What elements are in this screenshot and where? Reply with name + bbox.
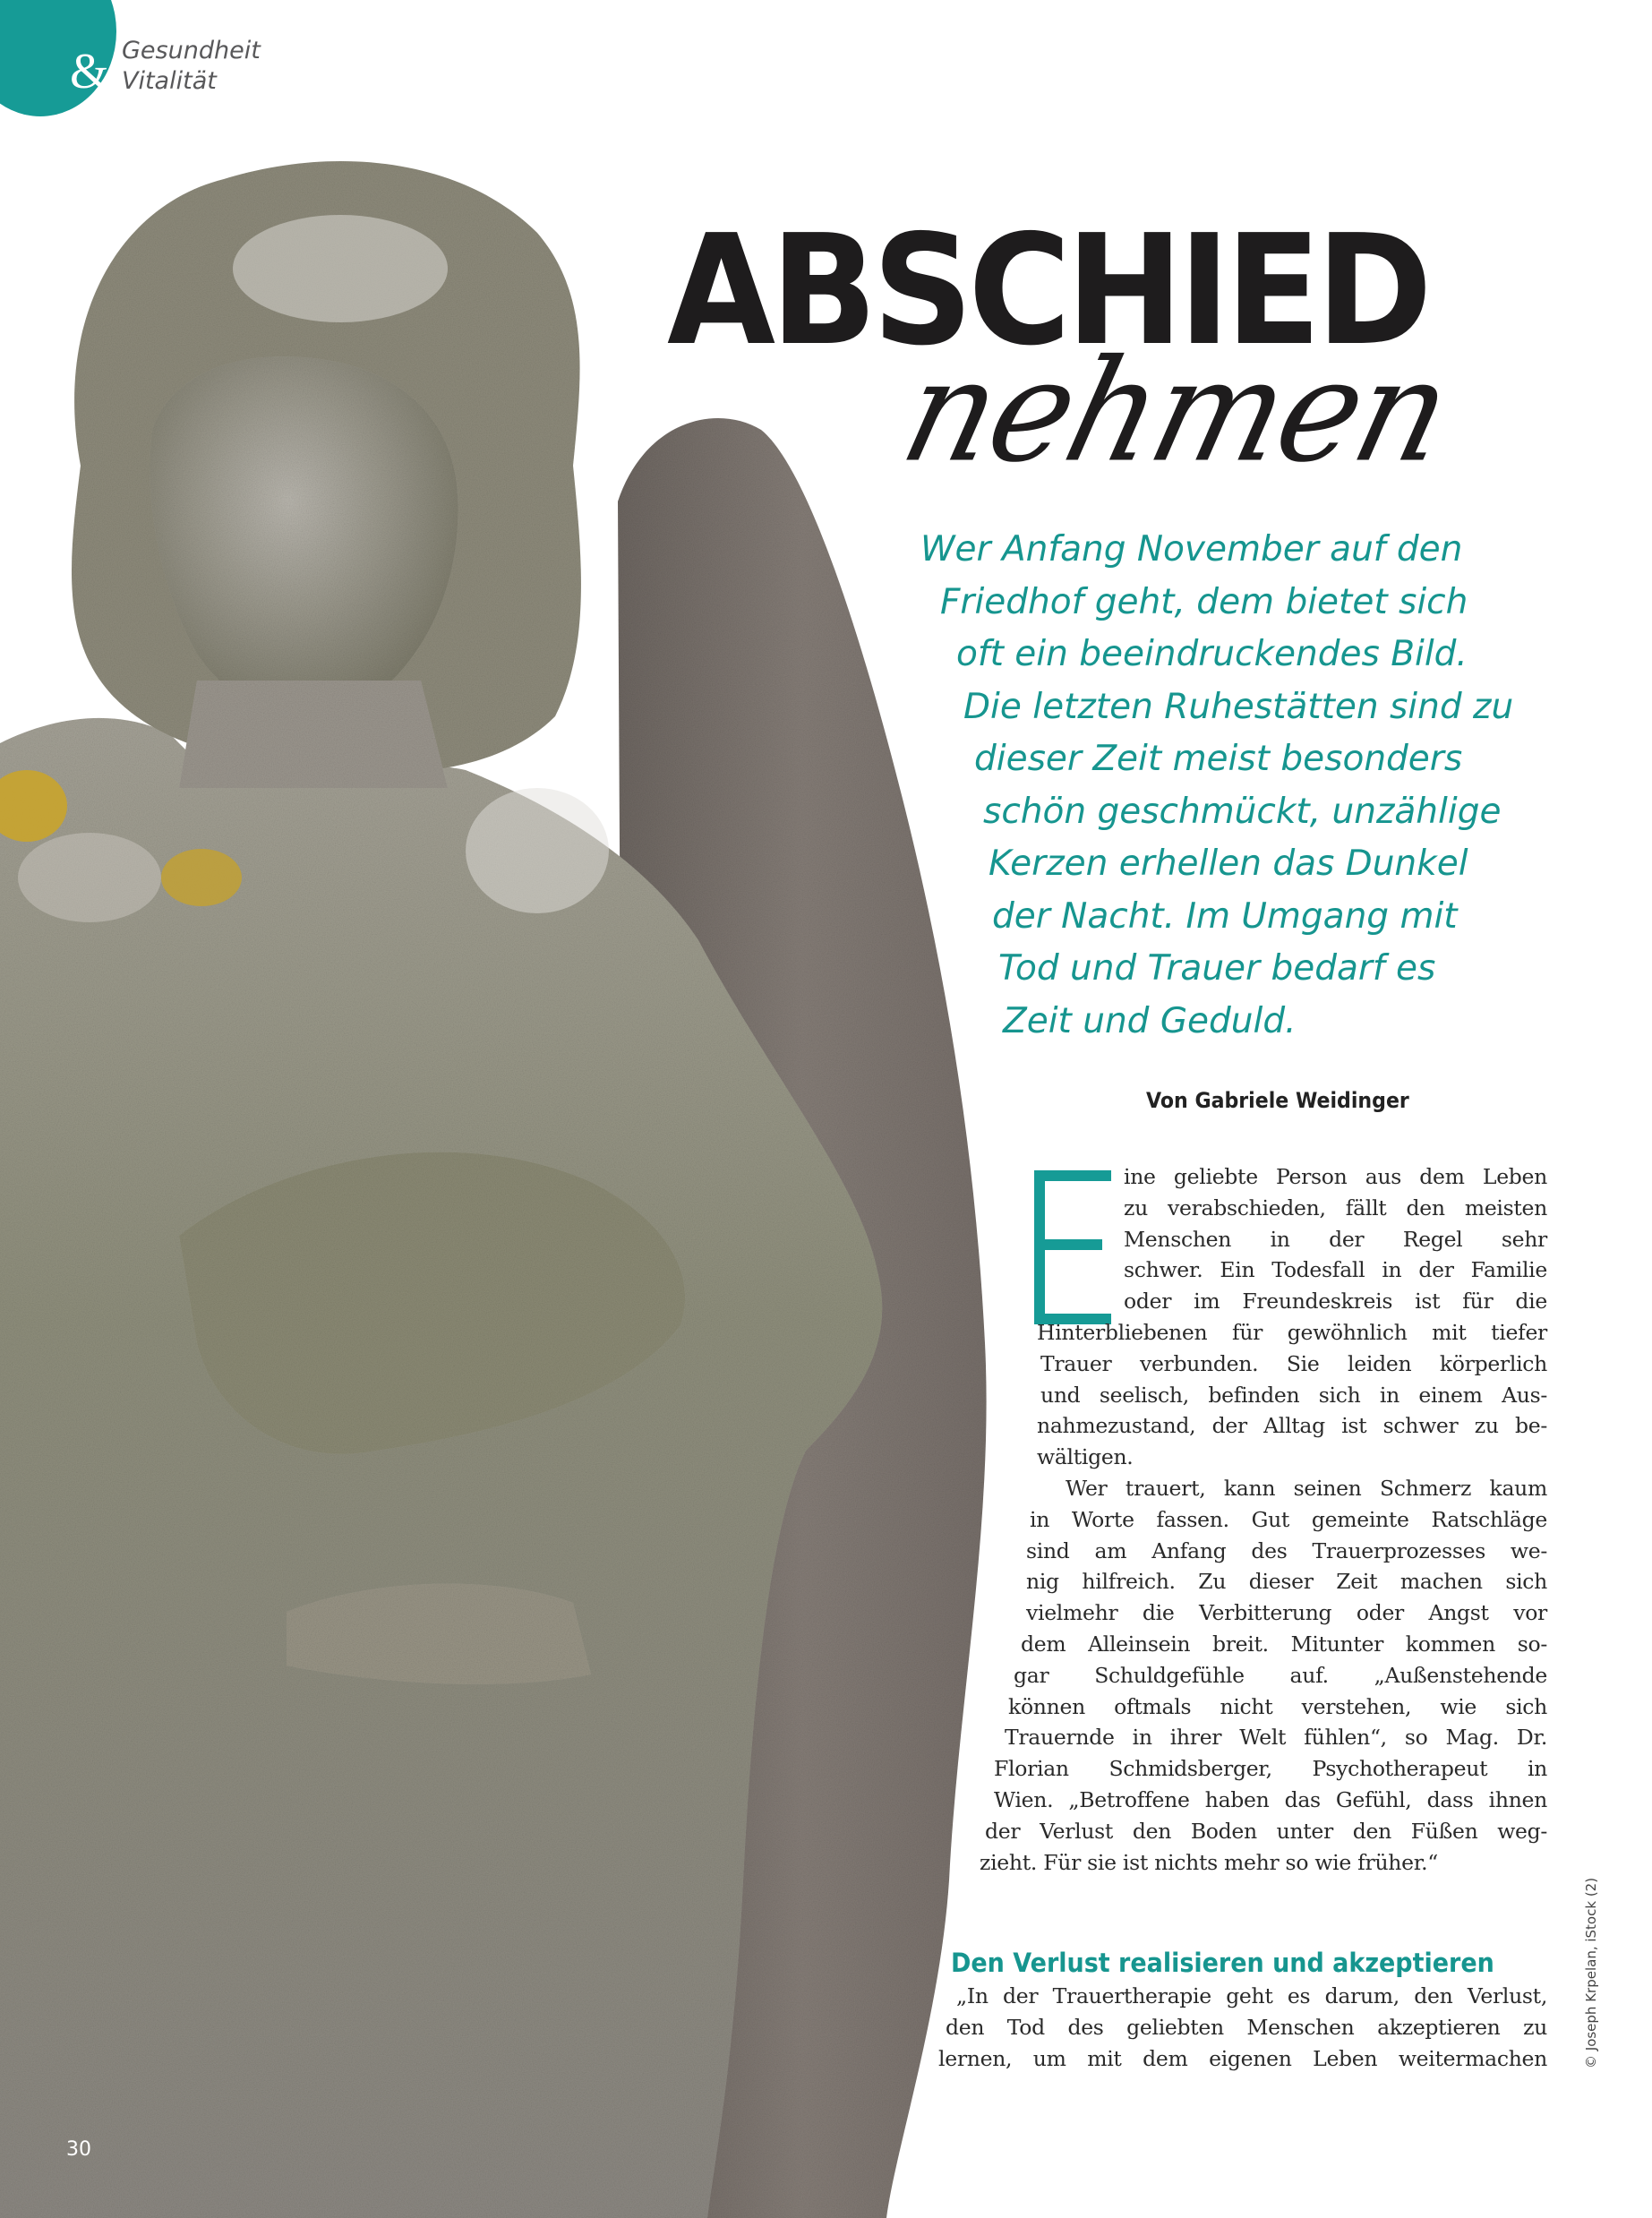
body-paragraph-3 <box>938 1981 1547 2074</box>
body-line: Trauer verbunden. Sie leiden körperlich <box>1040 1350 1547 1376</box>
lead-line: Zeit und Geduld. <box>1003 1000 1297 1041</box>
body-line: gar Schuldgefühle auf. „Außenstehende <box>1014 1662 1547 1688</box>
body-paragraph-2 <box>980 1473 1547 1878</box>
section-label <box>122 36 261 97</box>
subheading: Den Verlust realisieren und akzeptieren <box>951 1948 1494 1978</box>
body-line: nig hilfreich. Zu dieser Zeit machen sich <box>1026 1569 1547 1595</box>
body-line: sind am Anfang des Trauerprozesses we- <box>1026 1537 1547 1563</box>
dropcap-letter-e <box>1034 1170 1111 1324</box>
page-number: 30 <box>66 2138 91 2161</box>
lead-line: Tod und Trauer bedarf es <box>998 948 1436 989</box>
photo-credit: © Joseph Krpelan, iStock (2) <box>1583 1877 1599 2068</box>
body-line: dem Alleinsein breit. Mitunter kommen so- <box>1021 1631 1547 1657</box>
lead-line: Friedhof geht, dem bietet sich <box>940 581 1468 622</box>
lead-line: schön geschmückt, unzählige <box>983 791 1502 832</box>
body-line: Hinterbliebenen für gewöhnlich mit tiefer <box>1037 1320 1547 1345</box>
body-line: der Verlust den Boden unter den Füßen weg- <box>985 1818 1547 1844</box>
lead-line: Kerzen erhellen das Dunkel <box>989 844 1468 884</box>
body-line: „In der Trauertherapie geht es darum, den Verlust, <box>956 1983 1547 2008</box>
lead-line: Die letzten Ruhestätten sind zu <box>963 686 1514 727</box>
body-line: oder im Freundeskreis ist für die <box>1124 1289 1547 1315</box>
body-line: Wien. „Betroffene haben das Gefühl, dass ihnen <box>994 1786 1547 1812</box>
body-line: in Worte fassen. Gut gemeinte Ratschläge <box>1030 1506 1547 1532</box>
body-line: Wer trauert, kann seinen Schmerz kaum <box>1066 1476 1547 1501</box>
body-line: den Tod des geliebten Menschen akzeptieren zu <box>946 2014 1547 2040</box>
body-paragraph-1-top <box>1124 1161 1547 1317</box>
body-line: schwer. Ein Todesfall in der Familie <box>1124 1257 1547 1283</box>
body-line: vielmehr die Verbitterung oder Angst vor <box>1026 1600 1547 1626</box>
section-label-line1: Gesundheit <box>122 37 261 64</box>
body-line: Menschen in der Regel sehr <box>1124 1226 1547 1252</box>
section-ampersand: & <box>70 44 109 99</box>
body-line: Florian Schmidsberger, Psychotherapeut in <box>994 1756 1547 1782</box>
body-line: und seelisch, befinden sich in einem Aus- <box>1040 1382 1547 1408</box>
lead-line: dieser Zeit meist besonders <box>974 739 1463 779</box>
body-line: wältigen. <box>1037 1444 1134 1470</box>
section-label-line2: Vitalität <box>122 67 217 95</box>
lead-line: der Nacht. Im Umgang mit <box>992 895 1458 937</box>
lead-line: Wer Anfang November auf den <box>920 529 1463 569</box>
body-line: ine geliebte Person aus dem Leben <box>1124 1164 1547 1189</box>
lead-paragraph <box>913 524 1558 1048</box>
body-line: zieht. Für sie ist nichts mehr so wie früher.“ <box>980 1849 1438 1875</box>
body-line: nahmezustand, der Alltag ist schwer zu be- <box>1037 1413 1547 1439</box>
lead-line: oft ein beeindruckendes Bild. <box>956 634 1468 674</box>
body-paragraph-1-bottom <box>1037 1317 1547 1473</box>
body-line: lernen, um mit dem eigenen Leben weitermachen <box>938 2045 1547 2071</box>
body-line: können oftmals nicht verstehen, wie sich <box>1008 1693 1547 1719</box>
body-line: Trauernde in ihrer Welt fühlen“, so Mag. Dr. <box>1005 1725 1547 1751</box>
article-title: ABSCHIED <box>667 202 1428 380</box>
article-title-script: nehmen <box>888 330 1465 494</box>
body-line: zu verabschieden, fällt den meisten <box>1124 1195 1547 1220</box>
byline: Von Gabriele Weidinger <box>1146 1088 1409 1113</box>
